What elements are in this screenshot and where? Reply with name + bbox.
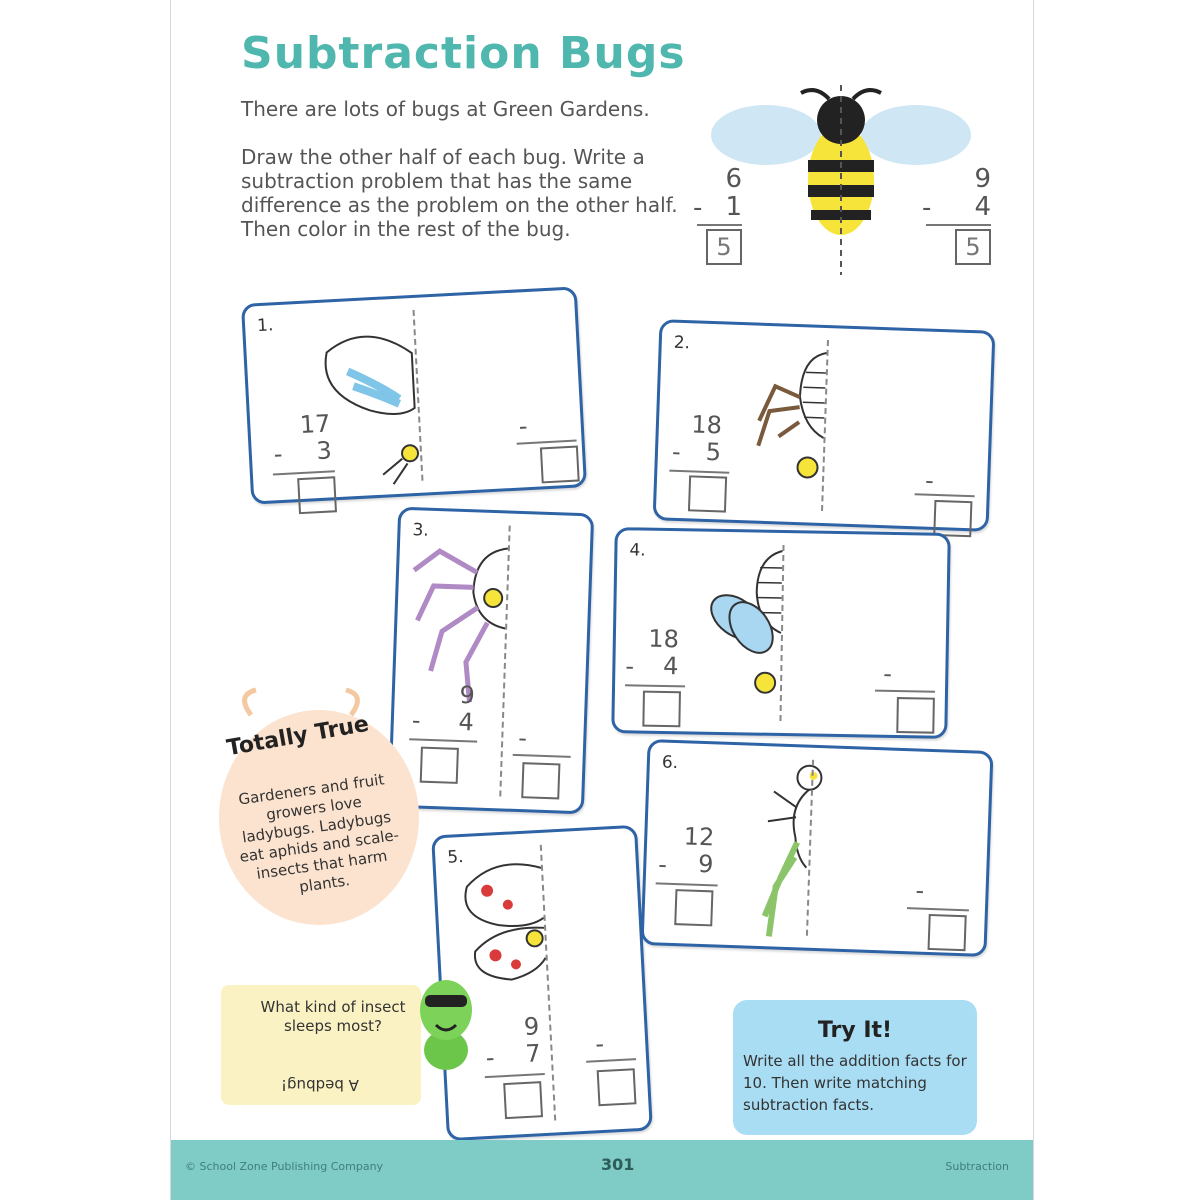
example-left-top: 6 <box>725 164 742 194</box>
instructions-text: Draw the other half of each bug. Write a subtraction problem that has the same difference as the problem on the other half. Then color in the rest of the bug. <box>241 145 678 241</box>
minus-sign: - <box>518 412 529 441</box>
answer-box[interactable] <box>896 697 935 734</box>
minus-sign: - <box>594 1029 605 1059</box>
card-bottom-number: 4 <box>662 651 679 681</box>
card-top-number: 18 <box>648 624 680 654</box>
minus-sign: - <box>922 193 932 223</box>
card-top-number: 9 <box>459 680 476 710</box>
card-number: 5. <box>446 846 465 868</box>
bug-card-4[interactable] <box>611 527 951 739</box>
card-number: 6. <box>661 752 679 774</box>
card-number: 4. <box>629 540 646 561</box>
fact-title: Totally True <box>224 711 371 762</box>
card-bottom-number: 3 <box>315 436 333 466</box>
example-left-problem <box>693 164 742 265</box>
example-right-top: 9 <box>974 164 991 194</box>
minus-sign: - <box>657 850 668 879</box>
minus-sign: - <box>273 439 284 469</box>
minus-sign: - <box>625 652 635 681</box>
answer-box[interactable] <box>933 500 972 537</box>
fact-text: Gardeners and fruit growers love ladybugs. Ladybugs eat aphids and scale-insects that harm plants. <box>237 770 401 896</box>
answer-box[interactable] <box>521 762 560 799</box>
bug-card-3[interactable] <box>388 507 594 815</box>
bug-card-2[interactable] <box>653 319 996 532</box>
answer-box[interactable] <box>420 747 459 784</box>
riddle-answer: A bedbug! <box>281 1076 359 1094</box>
answer-box[interactable] <box>674 889 713 926</box>
answer-box[interactable] <box>642 691 681 728</box>
try-it-text: Write all the addition facts for 10. Then write matching subtraction facts. <box>743 1052 967 1114</box>
minus-sign: - <box>517 724 528 753</box>
answer-box[interactable] <box>540 445 580 483</box>
minus-sign: - <box>693 193 703 223</box>
caterpillar-icon <box>411 965 481 1075</box>
answer-box[interactable] <box>688 475 727 512</box>
card-top-number: 17 <box>299 409 332 439</box>
example-left-answer: 5 <box>706 229 742 265</box>
minus-sign: - <box>411 706 422 735</box>
card-bottom-number: 4 <box>458 707 475 737</box>
bug-card-6[interactable] <box>641 739 994 957</box>
card-top-number: 9 <box>523 1012 540 1041</box>
card-bottom-number: 5 <box>705 437 722 467</box>
answer-box[interactable] <box>597 1068 637 1106</box>
minus-sign: - <box>485 1043 496 1073</box>
card-number: 3. <box>412 520 430 541</box>
minus-sign: - <box>915 876 925 905</box>
minus-sign: - <box>924 466 935 495</box>
page-title: Subtraction Bugs <box>241 28 686 79</box>
minus-sign: - <box>671 437 682 467</box>
answer-box[interactable] <box>297 476 337 514</box>
card-number: 1. <box>256 315 274 337</box>
card-top-number: 18 <box>690 410 723 440</box>
card-top-number: 12 <box>683 822 715 852</box>
footer-topic: Subtraction <box>945 1160 1009 1173</box>
card-number: 2. <box>673 332 691 354</box>
card-bottom-number: 9 <box>697 849 714 879</box>
example-right-answer: 5 <box>955 229 991 265</box>
answer-box[interactable] <box>928 914 967 951</box>
example-right-bottom: 4 <box>974 192 991 222</box>
riddle-question: What kind of insect sleeps most? <box>260 998 406 1035</box>
try-it-title: Try It! <box>817 1018 893 1043</box>
example-right-problem <box>922 164 991 265</box>
bug-card-1[interactable] <box>241 286 587 504</box>
card-bottom-number: 7 <box>524 1039 542 1068</box>
footer-copyright: © School Zone Publishing Company <box>185 1160 384 1173</box>
page-number: 301 <box>601 1155 635 1174</box>
example-left-bottom: 1 <box>725 192 742 222</box>
minus-sign: - <box>883 659 893 688</box>
intro-text: There are lots of bugs at Green Gardens. <box>241 97 650 121</box>
answer-box[interactable] <box>503 1081 543 1119</box>
worksheet-page <box>170 0 1034 1200</box>
